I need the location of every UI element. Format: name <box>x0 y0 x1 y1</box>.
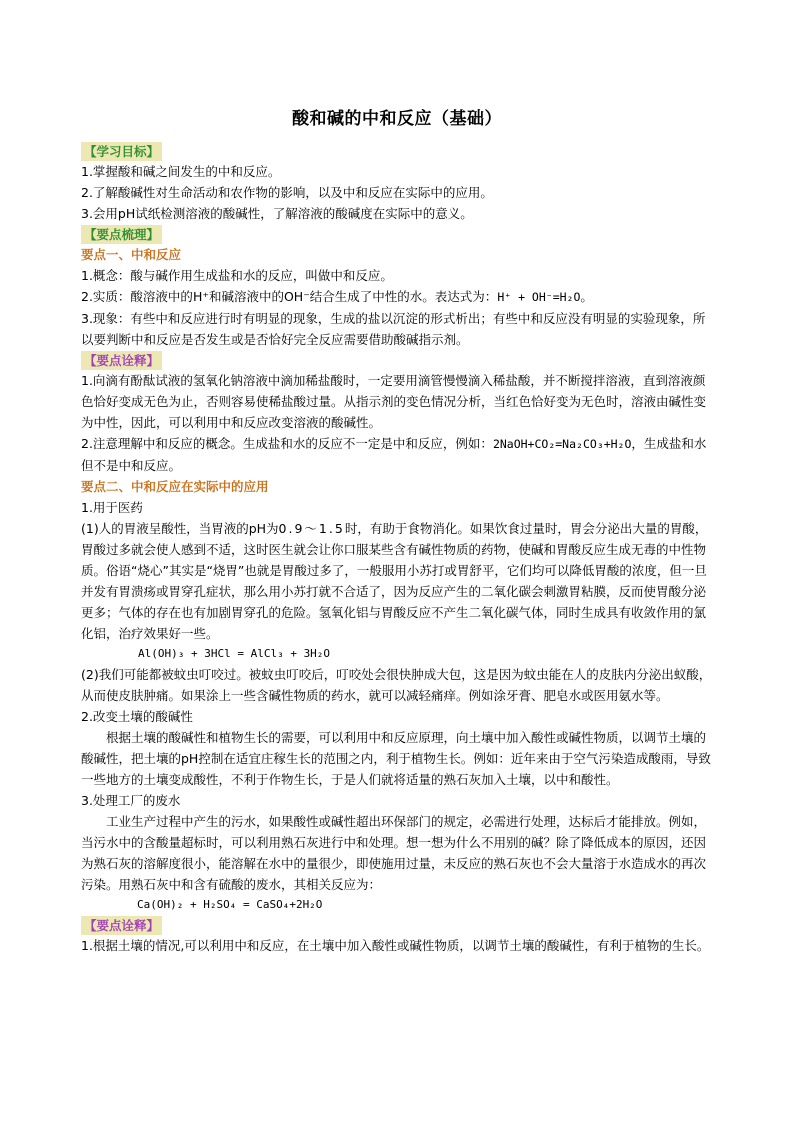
equation-calcium: Ca(OH)₂ + H₂SO₄ = CaSO₄+2H₂O <box>137 898 323 911</box>
phenomenon-paragraph: 3.现象：有些中和反应进行时有明显的现象，生成的盐以沉淀的形式析出；有些中和反应没有明显的实验现象，所以要判断中和反应是否发生或是否恰好完全反应需要借助酸碱指示剂。 <box>81 311 706 347</box>
page-title: 酸和碱的中和反应（基础） <box>292 109 502 129</box>
point2-heading: 要点二、中和反应在实际中的应用 <box>81 479 269 494</box>
explain-tag-2: 【要点诠释】 <box>81 915 713 935</box>
concept-paragraph: 1.概念：酸与碱作用生成盐和水的反应，叫做中和反应。 <box>81 268 393 283</box>
ph-range: 0.9～1.5 <box>278 521 345 536</box>
soil-heading: 2.改变土壤的酸碱性 <box>81 709 193 724</box>
co2-formula: 2NaOH+CO₂=Na₂CO₃+H₂O <box>492 437 632 451</box>
waste-heading: 3.处理工厂的废水 <box>81 793 181 808</box>
learning-goals-tag: 【学习目标】 <box>81 141 713 161</box>
outline-tag: 【要点梳理】 <box>81 224 713 244</box>
medical-paragraph-2: (2)我们可能都被蚊虫叮咬过。被蚊虫叮咬后，叮咬处会很快肿成大包，这是因为蚊虫能在人的皮肤内分泌出蚁酸，从而使皮肤肿痛。如果涂上一些含碱性物质的药水，就可以减轻痛痒。例如涂牙膏、肥皂水或医用氨水等。 <box>81 667 712 703</box>
goal-item: 3.会用pH试纸检测溶液的酸碱性，了解溶液的酸碱度在实际中的意义。 <box>81 206 473 221</box>
goal-item: 1.掌握酸和碱之间发生的中和反应。 <box>81 164 281 179</box>
final-paragraph: 1.根据土壤的情况,可以利用中和反应，在土壤中加入酸性或碱性物质，以调节土壤的酸碱性，有利于植物的生长。 <box>81 938 710 953</box>
point1-heading: 要点一、中和反应 <box>81 247 182 262</box>
medical-heading: 1.用于医药 <box>81 500 143 515</box>
equation-aluminium: Al(OH)₃ + 3HCl = AlCl₃ + 3H₂O <box>138 647 331 660</box>
explain-paragraph-1: 1.向滴有酚酞试液的氢氧化钠溶液中滴加稀盐酸时，一定要用滴管慢慢滴入稀盐酸，并不断搅拌溶液，直到溶液颜色恰好变成无色为止，否则容易使稀盐酸过量。从指示剂的变色情况分析，当红色恰好变为无色时，溶液由碱性变为中性，因此，可以利用中和反应改变溶液的酸碱性。 <box>81 373 707 430</box>
waste-paragraph: 工业生产过程中产生的污水，如果酸性或碱性超出环保部门的规定，必需进行处理，达标后才能排放。例如，当污水中的含酸量超标时，可以利用熟石灰进行中和处理。想一想为什么不用别的碱？除了降低成本的原因，还因为熟石灰的溶解度很小，能溶解在水中的量很少，即使施用过量，未反应的熟石灰也不会大量溶于水造成水的再次污染。用熟石灰中和含有硫酸的废水，其相关反应为： <box>81 814 707 892</box>
explain-tag: 【要点诠释】 <box>81 350 713 370</box>
medical-paragraph-1: (1)人的胃液呈酸性，当胃液的pH为0.9～1.5时，有助于食物消化。如果饮食过量时，胃会分泌出大量的胃酸，胃酸过多就会使人感到不适，这时医生就会让你口服某些含有碱性物质的药物，使碱和胃酸反应生成无毒的中性物质。俗语“烧心”其实是“烧胃”也就是胃酸过多了，一般服用小苏打或胃舒平，它们均可以降低胃酸的浓度，但一旦并发有胃溃疡或胃穿孔症状，那么用小苏打就不合适了，因为反应产生的二氧化碳会刺激胃粘膜，反而使胃酸分泌更多；气体的存在也有加剧胃穿孔的危险。氢氧化铝与胃酸反应不产生二氧化碳气体，同时生成具有收敛作用的氯化铝，治疗效果好一些。 <box>81 521 708 641</box>
soil-paragraph: 根据土壤的酸碱性和植物生长的需要，可以利用中和反应原理，向土壤中加入酸性或碱性物质，以调节土壤的酸碱性，把土壤的pH控制在适宜庄稼生长的范围之内，利于植物生长。例如：近年来由于空气污染造成酸雨，导致一些地方的土壤变成酸性，不利于作物生长，于是人们就将适量的熟石灰加入土壤，以中和酸性。 <box>81 730 711 787</box>
document-page <box>81 104 713 956</box>
goal-item: 2.了解酸碱性对生命活动和农作物的影响，以及中和反应在实际中的应用。 <box>81 185 493 200</box>
essence-formula: H⁺ + OH⁻=H₂O <box>497 290 581 304</box>
essence-paragraph: 2.实质：酸溶液中的H⁺和碱溶液中的OH⁻结合生成了中性的水。表达式为：H⁺ + OH⁻=H₂O。 <box>81 289 593 304</box>
explain-paragraph-2: 2.注意理解中和反应的概念。生成盐和水的反应不一定是中和反应，例如：2NaOH+CO₂=Na₂CO₃+H₂O，生成盐和水但不是中和反应。 <box>81 436 707 473</box>
